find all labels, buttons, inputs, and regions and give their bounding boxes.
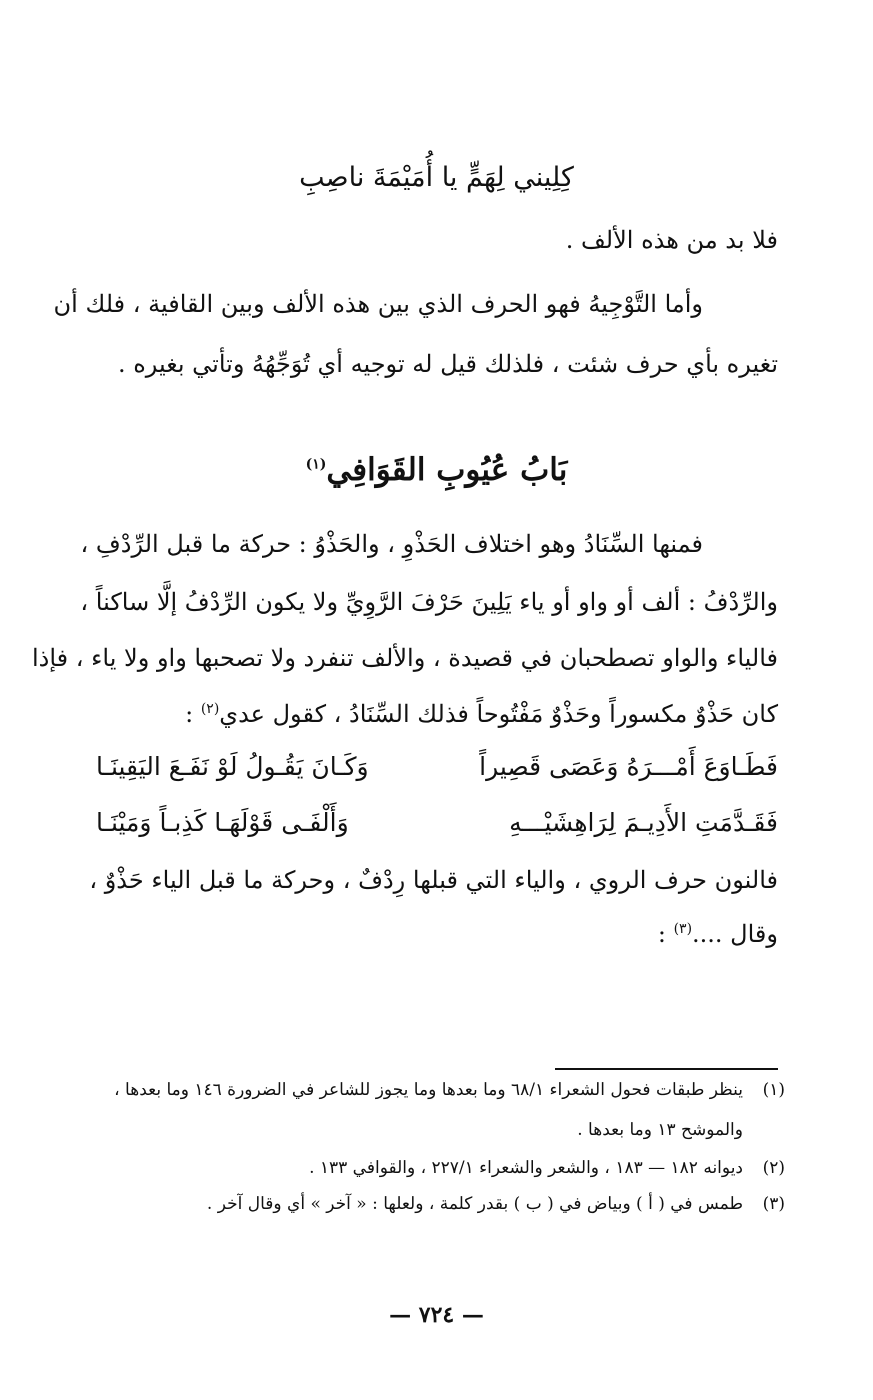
first-hemistich: فَطَـاوَعَ أَمْـــرَهُ وَعَصَى قَصِيراً — [479, 752, 778, 781]
second-hemistich: وَأَلْفَـى قَوْلَهَـا كَذِبـاً وَمَيْنَـا — [96, 808, 349, 837]
intro-line: فلا بد من هذه الألف . — [565, 226, 778, 254]
body-line-text: كان حَذْوٌ مكسوراً وحَذْوٌ مَفْتُوحاً فذلك السِّنَادُ ، كقول عدي — [219, 700, 778, 728]
poem-verse — [96, 752, 778, 798]
body-line: والرِّدْفُ : ألف أو واو أو ياء يَلِينَ حَرْفَ الرَّوِيِّ ولا يكون الرِّدْفُ إلَّا ساكناً ، — [80, 588, 778, 616]
second-hemistich: وَكَـانَ يَقُـولُ لَوْ نَفَـعَ اليَقِينَـا — [96, 752, 369, 781]
footnote-marker: (١) — [305, 456, 327, 473]
first-hemistich: فَقَـدَّمَتِ الأَدِيـمَ لِرَاهِشَيْـــهِ — [509, 808, 778, 837]
footnote-text: ديوانه ١٨٢ — ١٨٣ ، والشعر والشعراء ٢٢٧/١ ، والقوافي ١٣٣ . — [309, 1158, 743, 1178]
body-line-colon: : — [657, 920, 674, 948]
footnote-text: طمس في ( أ ) وبياض في ( ب ) بقدر كلمة ، ولعلها : « آخر » أي وقال آخر . — [206, 1194, 743, 1214]
body-line-with-marker — [658, 920, 778, 948]
intro-line: وأما التَّوْجِيهُ فهو الحرف الذي بين هذه الألف وبين القافية ، فلك أن — [53, 290, 703, 318]
poem-verse — [96, 808, 778, 854]
body-line-with-marker — [185, 700, 778, 728]
footnote — [114, 1080, 785, 1100]
footnote-text: ينظر طبقات فحول الشعراء ٦٨/١ وما بعدها وما يجوز للشاعر في الضرورة ١٤٦ وما بعدها ، — [114, 1080, 743, 1100]
body-line-text: وقال .... — [692, 920, 778, 948]
intro-line: تغيره بأي حرف شئت ، فلذلك قيل له توجيه أي تُوَجِّهُهُ وتأتي بغيره . — [117, 350, 778, 378]
body-line-colon: : — [185, 700, 201, 728]
chapter-heading — [0, 452, 873, 488]
footnote-number: (١) — [762, 1080, 785, 1100]
page-number: — ٧٢٤ — — [389, 1302, 484, 1328]
footnote-marker: (٢) — [200, 701, 220, 717]
body-line: فمنها السِّنَادُ وهو اختلاف الحَذْوِ ، والحَذْوُ : حركة ما قبل الرِّدْفِ ، — [80, 530, 703, 558]
opening-verse: كِلِيني لِهَمٍّ يا أُمَيْمَةَ ناصِبِ — [299, 162, 574, 193]
footnote — [207, 1194, 785, 1214]
body-line: فالياء والواو تصطحبان في قصيدة ، والألف تنفرد ولا تصحبها واو ولا ياء ، فإذا — [31, 644, 778, 672]
footnote-number: (٣) — [762, 1194, 785, 1214]
footnote — [309, 1158, 785, 1178]
body-line: فالنون حرف الروي ، والياء التي قبلها رِدْفٌ ، وحركة ما قبل الياء حَذْوٌ ، — [89, 866, 778, 894]
footnote-divider — [555, 1068, 778, 1070]
footnote-number: (٢) — [762, 1158, 785, 1178]
footnote-continuation: والموشح ١٣ وما بعدها . — [577, 1120, 743, 1140]
chapter-title: بَابُ عُيُوبِ القَوَافِي — [326, 452, 568, 488]
footnote-marker: (٣) — [673, 921, 693, 937]
